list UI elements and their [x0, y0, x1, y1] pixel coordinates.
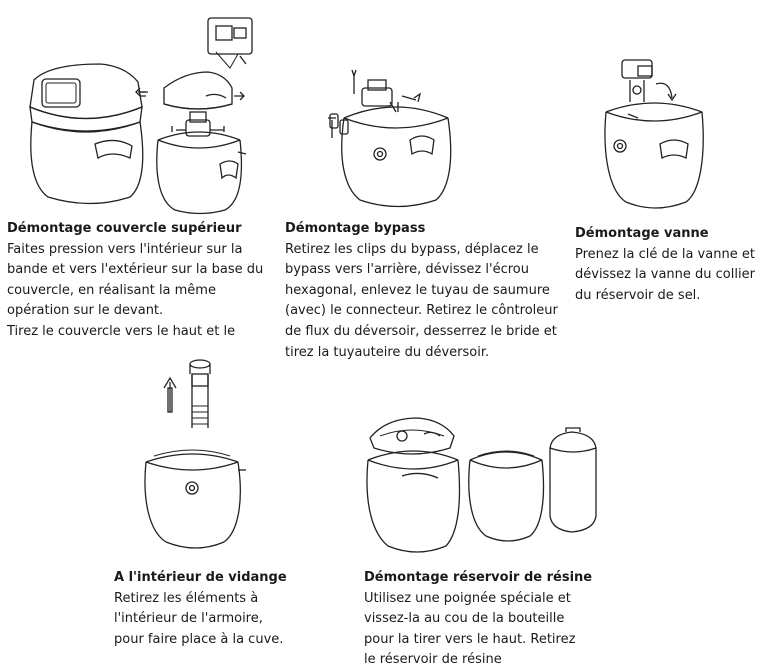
step-valve: [575, 224, 760, 306]
illustration-valve-removal: [600, 52, 710, 214]
step-description: Prenez la clé de la vanne et dévissez la vanne du collier du réservoir de sel.: [575, 246, 755, 303]
step-top-cover: [7, 219, 297, 343]
step-title: Démontage vanne: [575, 226, 709, 241]
step-title: Démontage couvercle supérieur: [7, 221, 242, 236]
step-drain: [114, 568, 334, 650]
step-description: Utilisez une poignée spéciale et vissez-la au cou de la bouteille pour la tirer vers le haut. Retirez le réservoir de résine: [364, 590, 576, 668]
step-title: Démontage réservoir de résine: [364, 570, 593, 585]
step-description: Retirez les éléments à l'intérieur de l'armoire, pour faire place à la cuve.: [114, 590, 284, 647]
step-description: Faites pression vers l'intérieur sur la bande et vers l'extérieur sur la base du couvercle, en réalisant la même opération sur le devant. Tirez le couvercle vers le haut et le: [7, 241, 264, 339]
step-title: A l'intérieur de vidange: [114, 570, 287, 585]
step-resin-tank: [364, 568, 624, 671]
step-description: Retirez les clips du bypass, déplacez le bypass vers l'arrière, dévissez l'écrou hexagonal, enlevez le tuyau de saumure (avec) le connecteur. Retirez le côntroleur de flux du déversoir, desserrez le bride et tirez la tuyauteire du déversoir.: [285, 241, 558, 360]
illustration-drain-interior: [138, 352, 248, 560]
illustration-bypass-removal: [318, 68, 458, 213]
step-title: Démontage bypass: [285, 221, 426, 236]
step-bypass: [285, 219, 580, 363]
illustration-top-cover-removal: [20, 12, 260, 217]
illustration-resin-tank-removal: [362, 408, 602, 560]
